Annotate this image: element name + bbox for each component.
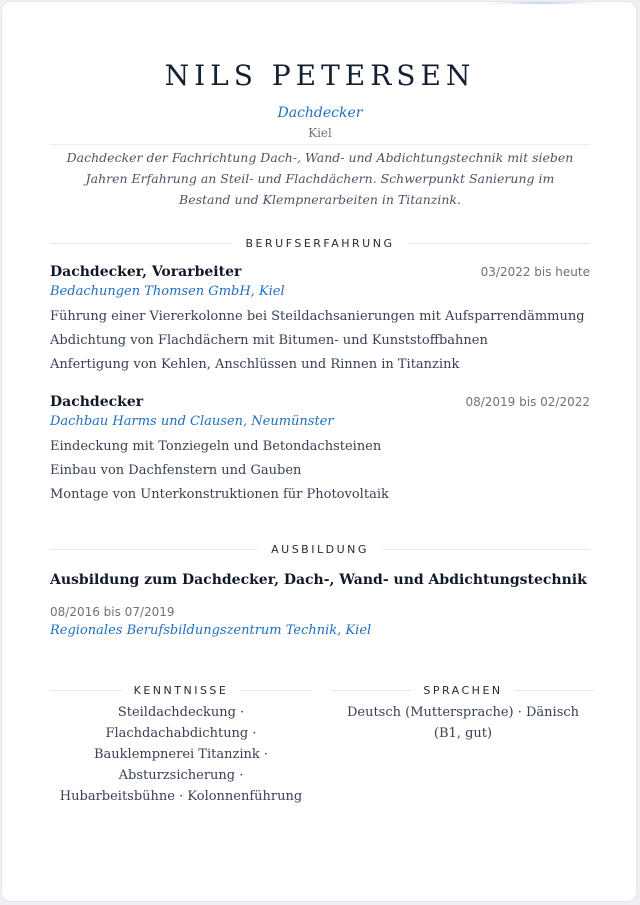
job-duty: Montage von Unterkonstruktionen für Photovoltaik [50, 487, 389, 502]
job-duty: Anfertigung von Kehlen, Anschlüssen und Rinnen in Titanzink [50, 357, 460, 372]
section-heading-education [50, 541, 590, 557]
section-divider-left [50, 690, 122, 691]
job-date: 03/2022 bis heute [480, 265, 590, 279]
profile-summary: Dachdecker der Fachrichtung Dach-, Wand- und Abdichtungstechnik mit sieben Jahren Erfahrung an Steil- und Flachdächern. Schwerpunkt Sanierung im Bestand und Klempnerarbeiten in Titanzink. [66, 150, 574, 207]
section-divider-left [332, 690, 411, 691]
skills-column [50, 682, 312, 807]
section-heading-languages [332, 682, 594, 698]
job-position: Dachdecker [50, 394, 144, 410]
decorative-accent-line [486, 2, 596, 4]
section-label: SPRACHEN [423, 683, 503, 697]
section-divider-right [240, 690, 312, 691]
job-duty: Eindeckung mit Tonziegeln und Betondachsteinen [50, 439, 382, 454]
skills-line: Steildachdeckung · Flachdachabdichtung · [105, 705, 257, 741]
candidate-name: NILS PETERSEN [164, 59, 476, 92]
job-duty: Führung einer Viererkolonne bei Steildachsanierungen mit Aufsparrendämmung [50, 309, 585, 324]
section-heading-skills [50, 682, 312, 698]
section-divider-right [383, 549, 590, 550]
header-divider [50, 144, 590, 145]
education-degree: Ausbildung zum Dachdecker, Dach-, Wand- und Abdichtungstechnik [50, 572, 587, 588]
section-label: AUSBILDUNG [271, 542, 369, 556]
section-divider-right [515, 690, 594, 691]
languages-column [332, 682, 594, 744]
job-duty: Einbau von Dachfenstern und Gauben [50, 463, 302, 478]
resume-page [1, 1, 637, 902]
languages-list [332, 702, 594, 744]
education-institution: Regionales Berufsbildungszentrum Technik, Kiel [50, 623, 372, 638]
section-divider-left [50, 549, 257, 550]
job-title-headline: Dachdecker [277, 105, 363, 121]
education-entry [50, 570, 590, 638]
job-duty: Abdichtung von Flachdächern mit Bitumen- und Kunststoffbahnen [50, 333, 488, 348]
section-label: KENNTNISSE [133, 683, 229, 697]
job-company: Bedachungen Thomsen GmbH, Kiel [50, 284, 285, 299]
section-heading-experience [50, 235, 590, 251]
job-date: 08/2019 bis 02/2022 [465, 395, 590, 409]
section-label: BERUFSERFAHRUNG [245, 236, 395, 250]
skills-line: Bauklempnerei Titanzink · Absturzsicherung · [93, 747, 268, 783]
job-company: Dachbau Harms und Clausen, Neumünster [50, 414, 334, 429]
resume-header [50, 58, 590, 210]
education-date: 08/2016 bis 07/2019 [50, 605, 175, 619]
location: Kiel [308, 126, 332, 140]
section-divider-right [408, 243, 590, 244]
section-divider-left [50, 243, 232, 244]
skills-line: Hubarbeitsbühne · Kolonnenführung [59, 789, 303, 804]
job-position: Dachdecker, Vorarbeiter [50, 264, 242, 280]
job-duties [50, 435, 590, 507]
skills-list [50, 702, 312, 807]
job-entry [50, 264, 590, 377]
job-duties [50, 305, 590, 377]
job-entry [50, 394, 590, 507]
languages-line: Deutsch (Muttersprache) · Dänisch (B1, gut) [346, 705, 580, 741]
